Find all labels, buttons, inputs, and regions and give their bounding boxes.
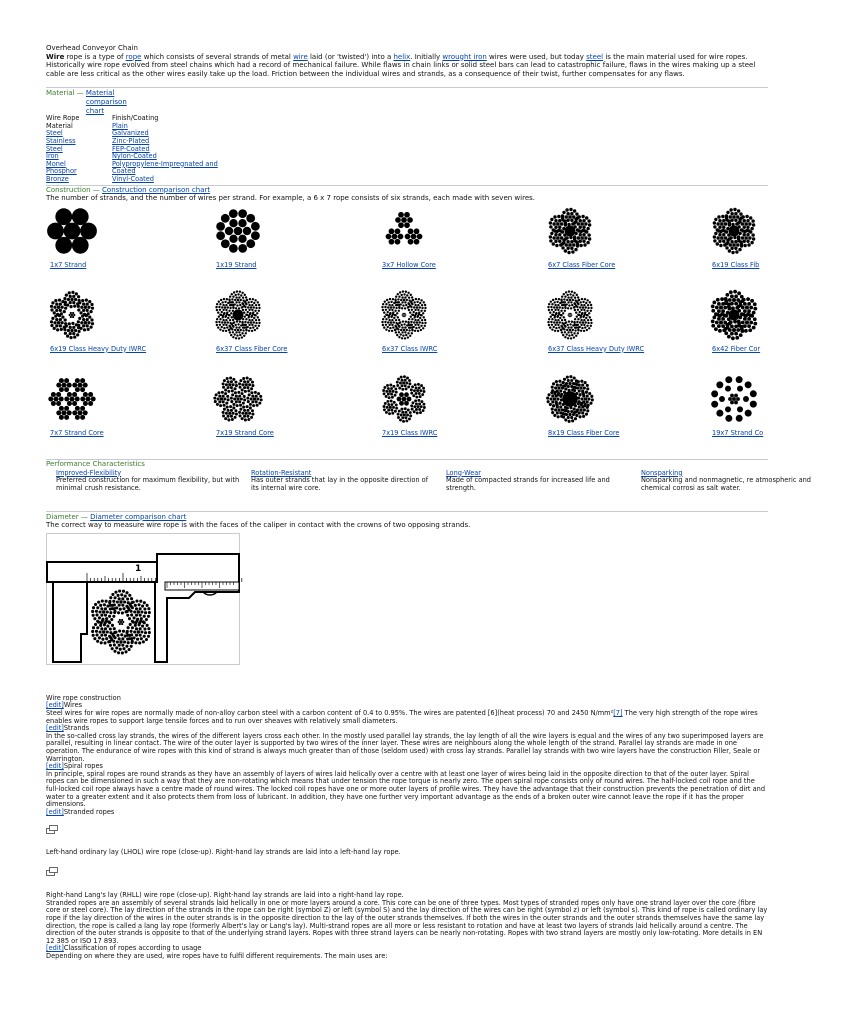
finish-col-header: Finish/Coating [112, 114, 159, 123]
article-title: Wire rope construction [46, 693, 121, 702]
intro-title: Overhead Conveyor Chain [46, 44, 138, 52]
intro-text: is the main material used for wire ropes. [603, 52, 748, 61]
construction-item [544, 373, 704, 437]
citation-link[interactable]: [7] [613, 709, 623, 718]
link-rope[interactable]: rope [125, 52, 142, 61]
construction-grid [46, 205, 768, 457]
intro-paragraph-2: Historically wire rope evolved from steel chains which had a record of mechanical failure. While flaws in chain links or solid steel bars can lead to catastrophic failure, flaws in the wires making up a steel cable are less critical as the other wires easily take up the load. Friction between the individual wires and strands, as a consequence of their twist, further compensates for any flaws. [46, 61, 756, 78]
performance-title-link[interactable]: Long-Wear [446, 468, 482, 477]
performance-title-link[interactable]: Rotation-Resistant [251, 468, 312, 477]
performance-item [641, 470, 827, 493]
performance-item [446, 470, 632, 493]
construction-item [46, 205, 206, 269]
finish-link[interactable]: Zinc-Plated [112, 136, 150, 145]
finish-link[interactable]: Plain [112, 121, 128, 130]
intro-text: rope is a type of [64, 52, 126, 61]
edit-link[interactable]: [edit] [46, 807, 64, 816]
construction-description: The number of strands, and the number of wires per strand. For example, a 6 x 7 rope consists of six strands, each made with seven wires. [46, 194, 535, 203]
classification-paragraph: Depending on where they are used, wire ropes have to fulfil different requirements. The main uses are: [46, 951, 388, 960]
construction-link[interactable]: 6x19 Class Fib [712, 260, 760, 269]
construction-item [708, 289, 868, 353]
section-title: Spiral ropes [63, 762, 103, 771]
performance-description: Has outer strands that lay in the opposite direction of its internal wire core. [251, 476, 429, 492]
section-title: Wires [63, 701, 83, 710]
page [46, 44, 811, 961]
caliper-fixed-jaw [53, 582, 87, 662]
rope-cross-section-image [544, 373, 596, 425]
link-wire[interactable]: wire [293, 52, 308, 61]
performance-title-link[interactable]: Improved-Flexibility [56, 468, 122, 477]
image-caption-rhll: Right-hand Lang's lay (RHLL) wire rope (close-up). Right-hand lay strands are laid into a right-hand lay rope. [46, 891, 404, 900]
construction-link[interactable]: 1x19 Strand [216, 260, 257, 269]
rope-cross-section-image [212, 373, 264, 425]
finish-list [112, 123, 242, 184]
wires-text: Steel wires for wire ropes are normally made of non-alloy carbon steel with a carbon content of 0.4 to 0.95%. The wires are patented [6](heat process) 70 and 2450 N/mm² [46, 709, 614, 718]
construction-item [378, 205, 538, 269]
image-caption-lhol: Left-hand ordinary lay (LHOL) wire rope (close-up). Right-hand lay strands are laid into a left-hand lay rope. [46, 847, 401, 856]
caliper-sliding-jaw [155, 554, 239, 662]
finish-link[interactable]: Nylon-Coated [112, 152, 157, 161]
finish-column [112, 115, 244, 183]
construction-item [708, 373, 868, 437]
material-link[interactable]: Monel [46, 159, 66, 168]
construction-item [46, 289, 206, 353]
material-link[interactable]: Iron [46, 152, 59, 161]
rope-cross-section-image [212, 289, 264, 341]
construction-link[interactable]: 6x37 Class IWRC [382, 344, 438, 353]
finish-link[interactable]: Vinyl-Coated [112, 174, 154, 183]
diameter-heading-text: Diameter [46, 512, 79, 521]
link-helix[interactable]: helix [393, 52, 411, 61]
intro-text: wires were used, but today [486, 52, 587, 61]
construction-item [212, 373, 372, 437]
article [46, 695, 768, 961]
construction-link[interactable]: 6x37 Class Fiber Core [216, 344, 288, 353]
construction-link[interactable]: 7x19 Class IWRC [382, 428, 438, 437]
performance-heading: Performance Characteristics [46, 459, 145, 468]
material-link[interactable]: Steel [46, 129, 63, 138]
construction-link[interactable]: 7x19 Strand Core [216, 428, 274, 437]
construction-item [212, 289, 372, 353]
divider [46, 87, 768, 88]
construction-link[interactable]: 7x7 Strand Core [50, 428, 104, 437]
rope-cross-section-image [708, 289, 760, 341]
construction-chart-link[interactable]: Construction comparison chart [102, 185, 211, 194]
performance-item [251, 470, 437, 493]
link-steel[interactable]: steel [586, 52, 604, 61]
construction-item [212, 205, 372, 269]
performance-description: Nonsparking and nonmagnetic, re atmospheric and chemical corrosi as salt water. [641, 476, 811, 492]
construction-heading-text: Construction [46, 185, 91, 194]
image-thumbnail-icon[interactable] [46, 825, 58, 834]
construction-link[interactable]: 8x19 Class Fiber Core [548, 428, 620, 437]
section-title: Stranded ropes [63, 807, 115, 816]
construction-link[interactable]: 3x7 Hollow Core [382, 260, 436, 269]
intro-paragraph-1 [46, 53, 768, 62]
construction-item [46, 373, 206, 437]
caliper-illustration [47, 534, 239, 664]
rope-cross-section-image [544, 205, 596, 257]
construction-link[interactable]: 6x7 Class Fiber Core [548, 260, 616, 269]
rope-cross-section-image [46, 289, 98, 341]
rope-cross-section-image [378, 205, 430, 257]
construction-item [378, 373, 538, 437]
section-title: Strands [63, 724, 90, 733]
section-stranded-heading [46, 809, 768, 817]
performance-item [56, 470, 242, 493]
construction-item [544, 289, 704, 353]
construction-item [378, 289, 538, 353]
material-table [46, 115, 244, 183]
link-wrought-iron[interactable]: wrought iron [442, 52, 487, 61]
caliper-image [46, 533, 240, 665]
edit-link[interactable]: [edit] [46, 701, 64, 710]
construction-link[interactable]: 1x7 Strand [50, 260, 87, 269]
wires-paragraph [46, 710, 768, 725]
diameter-heading [46, 513, 768, 522]
dash: — [90, 185, 103, 194]
construction-link[interactable]: 6x37 Class Heavy Duty IWRC [548, 344, 645, 353]
diameter-description: The correct way to measure wire rope is with the faces of the caliper in contact with the crowns of two opposing strands. [46, 521, 471, 530]
performance-description: Made of compacted strands for increased life and strength. [446, 476, 610, 492]
intro-text: . Initially [410, 52, 443, 61]
stranded-paragraph: Stranded ropes are an assembly of several strands laid helically in one or more layers around a core. This core can be one of three types. Most types of stranded ropes only have one strand layer over the core (fibre core or steel core). The lay direction of the strands in the rope can be right (symbol Z) or left (symbol S) and the lay direction of the wires can be right (symbol z) or left (symbol s). This kind of rope is called ordinary lay rope if the lay direction of the wires in the outer strands is in the opposite direction to the lay of the outer strands themselves. If both the wires in the outer strands and the outer strands themselves have the same lay direction, the rope is called a lang lay rope (formerly Albert's lay or Lang's lay). Multi-strand ropes are all more or less resistant to rotation and have at least two layers of strands laid helically around a centre. The direction of the outer strands is opposite to that of the underlying strand layers. Ropes with three strand layers can be nearly non-rotating. Ropes with two strand layers are mostly only low-rotating. More details in EN 12 385 or ISO 17 893. [46, 898, 768, 945]
edit-link[interactable]: [edit] [46, 944, 64, 953]
edit-link[interactable]: [edit] [46, 724, 64, 733]
material-link[interactable]: Phosphor Bronze [46, 167, 77, 183]
material-heading [46, 89, 768, 115]
rope-cross-section-image [378, 373, 430, 425]
wires-text: The very high strength of the rope wires enables wire ropes to support large tensile forces and to run over sheaves with relatively small diameters. [46, 709, 758, 725]
finish-link[interactable]: FEP-Coated [112, 144, 150, 153]
finish-link[interactable]: Galvanized [112, 129, 149, 138]
material-chart-link[interactable]: Material comparison chart [85, 89, 127, 115]
dash: — [74, 89, 86, 98]
diameter-chart-link[interactable]: Diameter comparison chart [90, 512, 187, 521]
construction-link[interactable]: 19x7 Strand Co [712, 428, 764, 437]
divider [46, 511, 768, 512]
spiral-paragraph: In principle, spiral ropes are round strands as they have an assembly of layers of wires laid helically over a centre with at least one layer of wires being laid in the opposite direction to that of the outer layer. Spiral ropes can be dimensioned in such a way that they are non-rotating which means that under tension the rope torque is nearly zero. The open spiral rope consists only of round wires. The half-locked coil rope and the full-locked coil rope always have a centre made of round wires. The locked coil ropes have one or more outer layers of profile wires. They have the advantage that their construction prevents the penetration of dirt and water to a greater extent and it also protects them from loss of lubricant. In addition, they have one further very important advantage as the ends of a broken outer wire cannot leave the rope if it has the proper dimensions. [46, 769, 766, 809]
construction-item [544, 205, 704, 269]
material-heading-text: Material [46, 89, 75, 98]
construction-item [708, 205, 868, 269]
rope-cross-section-image [46, 373, 98, 425]
rope-cross-section-image [212, 205, 264, 257]
rope-cross-section [91, 589, 151, 654]
rope-cross-section-image [544, 289, 596, 341]
construction-link[interactable]: 6x42 Fiber Cor [712, 344, 761, 353]
rope-cross-section-image [46, 205, 98, 257]
performance-title-link[interactable]: Nonsparking [641, 468, 683, 477]
performance-section [46, 459, 811, 500]
dash: — [78, 512, 91, 521]
construction-link[interactable]: 6x19 Class Heavy Duty IWRC [50, 344, 147, 353]
rope-cross-section-image [378, 289, 430, 341]
section-title: Classification of ropes according to usage [63, 944, 202, 953]
rope-cross-section-image [708, 373, 760, 425]
performance-description: Preferred construction for maximum flexibility, but with minimal crush resistance. [56, 476, 240, 492]
scale-label-1: 1 [135, 563, 142, 574]
intro-text: laid (or 'twisted') into a [307, 52, 394, 61]
strands-paragraph: In the so-called cross lay strands, the wires of the different layers cross each other. In the mostly used parallel lay strands, the lay length of all the wire layers is equal and the wires of any two superimposed layers are parallel, resulting in linear contact. The wire of the outer layer is supported by two wires of the inner layer. These wires are neighbours along the whole length of the strand. Parallel lay strands are made in one operation. The endurance of wire ropes with this kind of strand is always much greater than of those (seldom used) with cross lay strands. Parallel lay strands with two wire layers have the construction Filler, Seale or Warrington. [46, 731, 764, 763]
intro-bold-word: Wire [46, 52, 65, 61]
material-column [46, 115, 112, 183]
image-thumbnail-icon[interactable] [46, 867, 58, 876]
construction-heading [46, 186, 768, 195]
material-list [46, 130, 110, 183]
intro-text: which consists of several strands of metal [141, 52, 294, 61]
rope-cross-section-image [708, 205, 760, 257]
material-link[interactable]: Stainless Steel [46, 136, 76, 153]
edit-link[interactable]: [edit] [46, 762, 64, 771]
finish-link[interactable]: Polypropylene-Impregnated and Coated [112, 159, 218, 176]
material-col-header: Wire Rope Material [46, 114, 80, 130]
